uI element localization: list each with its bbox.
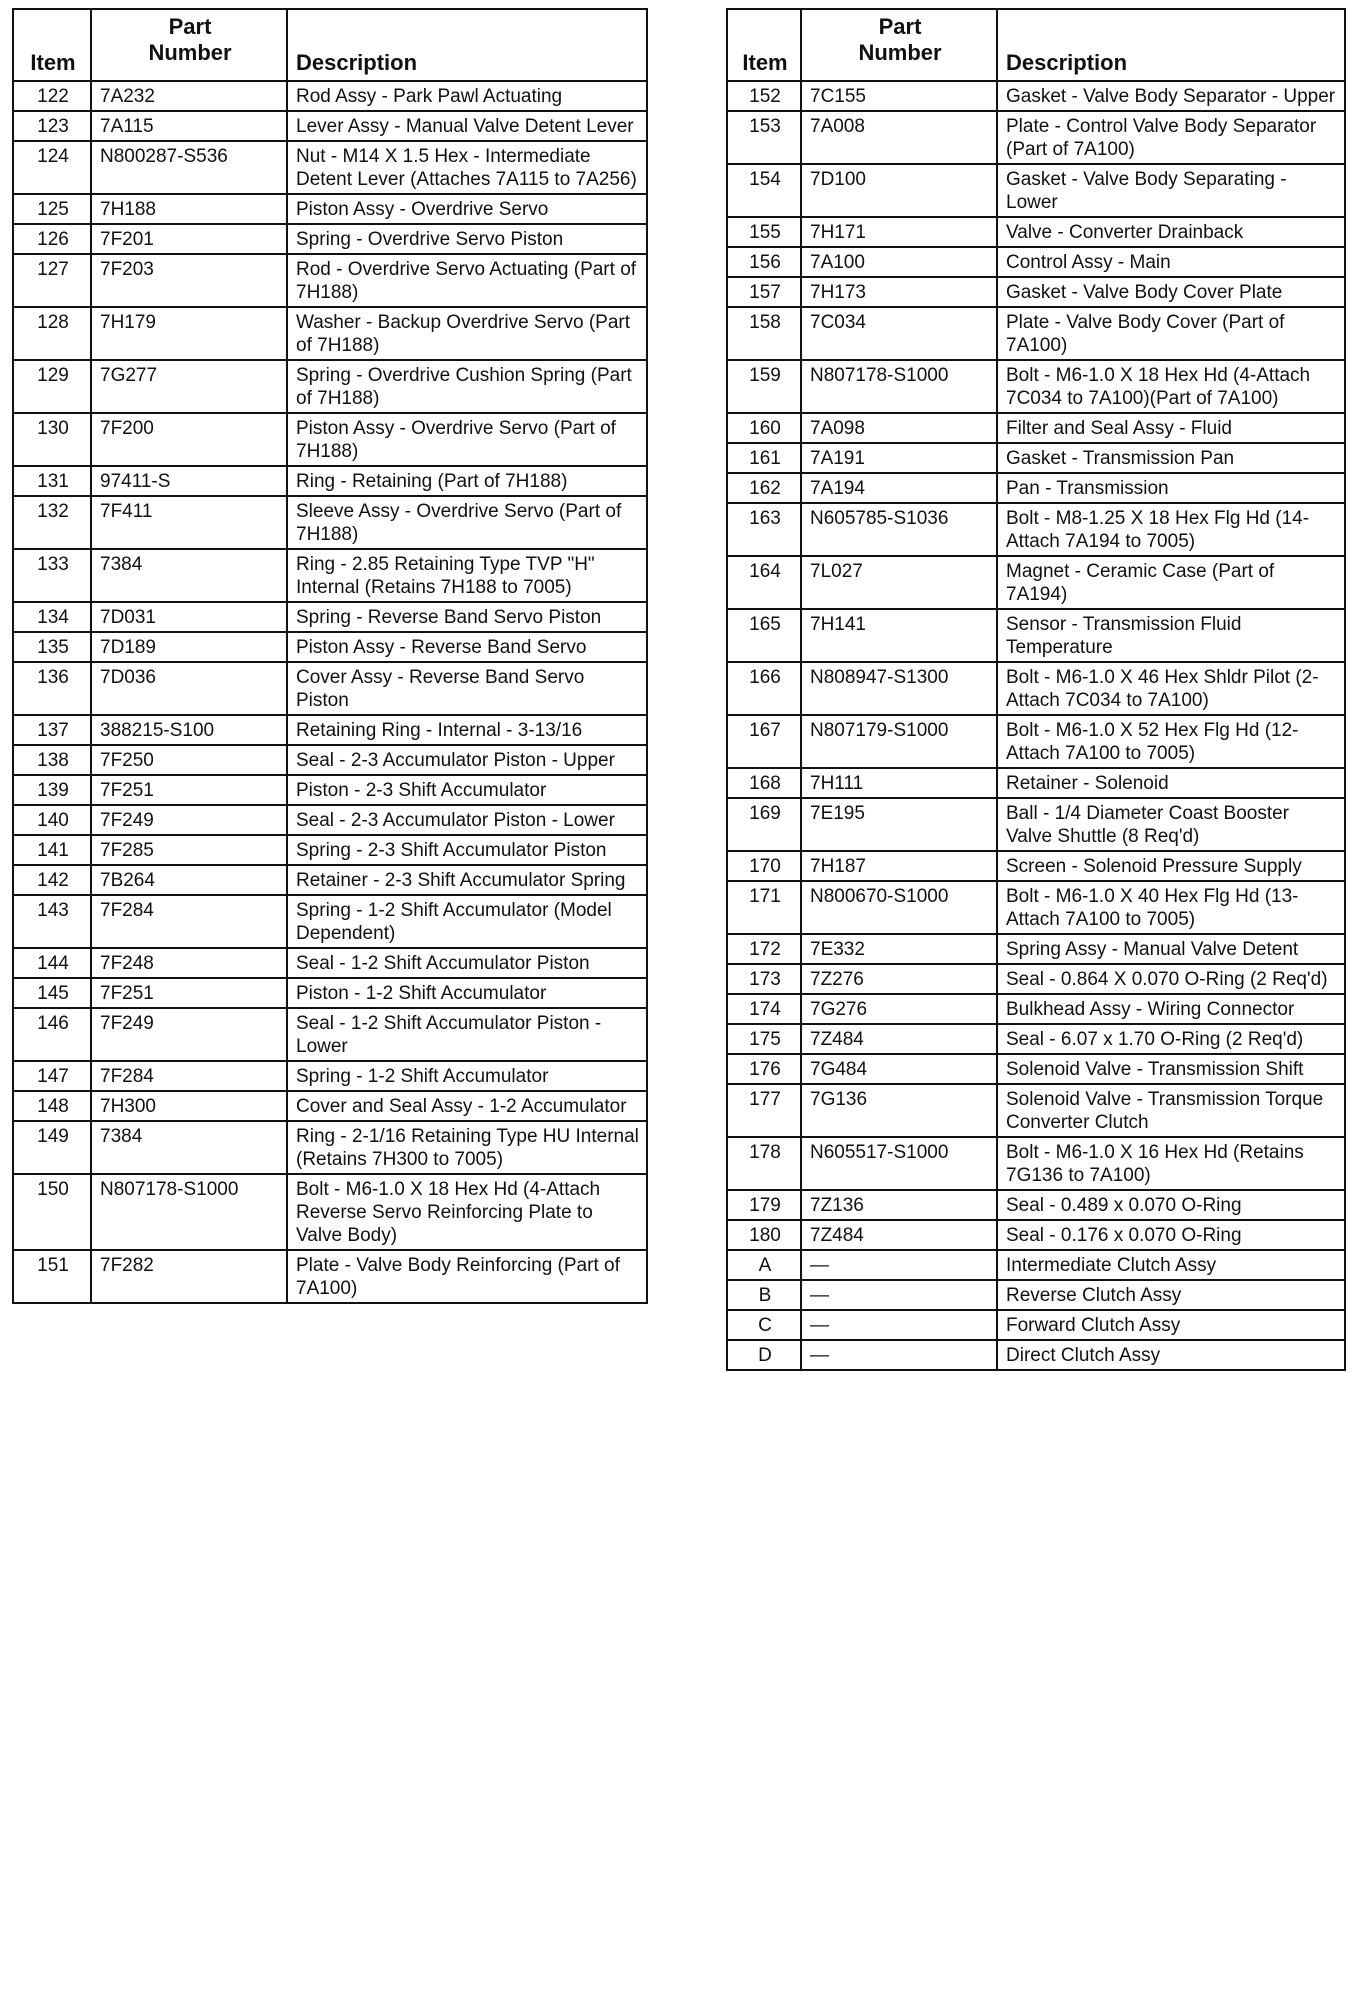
item-cell: 138 bbox=[13, 745, 91, 775]
part-number-cell: 7G277 bbox=[91, 360, 287, 413]
description-cell: Ring - 2-1/16 Retaining Type HU Internal (Retains 7H300 to 7005) bbox=[287, 1121, 647, 1174]
part-number-cell: 7H141 bbox=[801, 609, 997, 662]
part-number-cell: 7A098 bbox=[801, 413, 997, 443]
part-number-cell: 7A194 bbox=[801, 473, 997, 503]
table-row bbox=[727, 1250, 1345, 1280]
item-cell: 175 bbox=[727, 1024, 801, 1054]
part-number-cell: 7A008 bbox=[801, 111, 997, 164]
description-cell: Piston Assy - Overdrive Servo bbox=[287, 194, 647, 224]
part-number-cell: — bbox=[801, 1310, 997, 1340]
part-number-cell: 7F203 bbox=[91, 254, 287, 307]
item-cell: 141 bbox=[13, 835, 91, 865]
item-cell: 142 bbox=[13, 865, 91, 895]
item-cell: 146 bbox=[13, 1008, 91, 1061]
part-number-cell: 7A232 bbox=[91, 81, 287, 111]
item-cell: 139 bbox=[13, 775, 91, 805]
part-number-cell: 7G136 bbox=[801, 1084, 997, 1137]
part-number-cell: 7A191 bbox=[801, 443, 997, 473]
item-cell: 158 bbox=[727, 307, 801, 360]
item-cell: 160 bbox=[727, 413, 801, 443]
item-cell: 168 bbox=[727, 768, 801, 798]
part-number-cell: 7F201 bbox=[91, 224, 287, 254]
item-cell: 147 bbox=[13, 1061, 91, 1091]
item-cell: 128 bbox=[13, 307, 91, 360]
item-cell: 129 bbox=[13, 360, 91, 413]
table-row bbox=[727, 609, 1345, 662]
description-cell: Rod Assy - Park Pawl Actuating bbox=[287, 81, 647, 111]
table-row bbox=[13, 1091, 647, 1121]
description-cell: Retainer - 2-3 Shift Accumulator Spring bbox=[287, 865, 647, 895]
description-cell: Spring - Overdrive Servo Piston bbox=[287, 224, 647, 254]
table-row bbox=[727, 443, 1345, 473]
part-number-cell: 7Z276 bbox=[801, 964, 997, 994]
table-row bbox=[13, 224, 647, 254]
part-number-cell: — bbox=[801, 1250, 997, 1280]
part-number-cell: 7F285 bbox=[91, 835, 287, 865]
description-cell: Nut - M14 X 1.5 Hex - Intermediate Detent Lever (Attaches 7A115 to 7A256) bbox=[287, 141, 647, 194]
parts-body-left bbox=[13, 81, 647, 1303]
description-cell: Cover and Seal Assy - 1-2 Accumulator bbox=[287, 1091, 647, 1121]
item-cell: D bbox=[727, 1340, 801, 1370]
header-row bbox=[727, 9, 1345, 81]
description-cell: Direct Clutch Assy bbox=[997, 1340, 1345, 1370]
item-cell: 179 bbox=[727, 1190, 801, 1220]
header-description: Description bbox=[287, 9, 647, 81]
description-cell: Bolt - M6-1.0 X 46 Hex Shldr Pilot (2-Attach 7C034 to 7A100) bbox=[997, 662, 1345, 715]
part-number-cell: 7D189 bbox=[91, 632, 287, 662]
description-cell: Sensor - Transmission Fluid Temperature bbox=[997, 609, 1345, 662]
item-cell: A bbox=[727, 1250, 801, 1280]
item-cell: 176 bbox=[727, 1054, 801, 1084]
description-cell: Piston - 1-2 Shift Accumulator bbox=[287, 978, 647, 1008]
description-cell: Magnet - Ceramic Case (Part of 7A194) bbox=[997, 556, 1345, 609]
table-row bbox=[13, 81, 647, 111]
table-row bbox=[727, 217, 1345, 247]
part-number-cell: 7Z484 bbox=[801, 1024, 997, 1054]
table-row bbox=[727, 360, 1345, 413]
description-cell: Seal - 2-3 Accumulator Piston - Upper bbox=[287, 745, 647, 775]
description-cell: Washer - Backup Overdrive Servo (Part of 7H188) bbox=[287, 307, 647, 360]
item-cell: 140 bbox=[13, 805, 91, 835]
part-number-cell: 7H188 bbox=[91, 194, 287, 224]
description-cell: Solenoid Valve - Transmission Torque Converter Clutch bbox=[997, 1084, 1345, 1137]
item-cell: 167 bbox=[727, 715, 801, 768]
item-cell: 132 bbox=[13, 496, 91, 549]
header-item: Item bbox=[13, 9, 91, 81]
table-row bbox=[727, 1190, 1345, 1220]
item-cell: 163 bbox=[727, 503, 801, 556]
table-row bbox=[727, 1340, 1345, 1370]
table-row bbox=[13, 948, 647, 978]
table-row bbox=[13, 141, 647, 194]
part-number-cell: 7A115 bbox=[91, 111, 287, 141]
table-row bbox=[727, 1137, 1345, 1190]
description-cell: Retaining Ring - Internal - 3-13/16 bbox=[287, 715, 647, 745]
part-number-cell: N800287-S536 bbox=[91, 141, 287, 194]
description-cell: Spring - Overdrive Cushion Spring (Part of 7H188) bbox=[287, 360, 647, 413]
table-row bbox=[13, 632, 647, 662]
table-row bbox=[13, 662, 647, 715]
description-cell: Control Assy - Main bbox=[997, 247, 1345, 277]
part-number-cell: 7D031 bbox=[91, 602, 287, 632]
table-row bbox=[727, 473, 1345, 503]
item-cell: 130 bbox=[13, 413, 91, 466]
item-cell: 174 bbox=[727, 994, 801, 1024]
item-cell: 171 bbox=[727, 881, 801, 934]
part-number-cell: 7F282 bbox=[91, 1250, 287, 1303]
part-number-cell: 7F284 bbox=[91, 895, 287, 948]
table-row bbox=[727, 934, 1345, 964]
description-cell: Sleeve Assy - Overdrive Servo (Part of 7H188) bbox=[287, 496, 647, 549]
description-cell: Spring - 1-2 Shift Accumulator bbox=[287, 1061, 647, 1091]
table-row bbox=[13, 978, 647, 1008]
item-cell: 133 bbox=[13, 549, 91, 602]
part-number-cell: — bbox=[801, 1280, 997, 1310]
part-number-cell: 7384 bbox=[91, 549, 287, 602]
description-cell: Spring - 1-2 Shift Accumulator (Model Dependent) bbox=[287, 895, 647, 948]
part-number-cell: 7F248 bbox=[91, 948, 287, 978]
item-cell: 150 bbox=[13, 1174, 91, 1250]
table-row bbox=[727, 277, 1345, 307]
description-cell: Seal - 1-2 Shift Accumulator Piston bbox=[287, 948, 647, 978]
part-number-cell: N800670-S1000 bbox=[801, 881, 997, 934]
item-cell: 157 bbox=[727, 277, 801, 307]
table-row bbox=[13, 496, 647, 549]
item-cell: 170 bbox=[727, 851, 801, 881]
table-row bbox=[727, 1084, 1345, 1137]
table-row bbox=[13, 865, 647, 895]
table-row bbox=[13, 1008, 647, 1061]
table-row bbox=[13, 413, 647, 466]
header-part-line2: Number bbox=[858, 40, 942, 65]
table-row bbox=[13, 254, 647, 307]
part-number-cell: 7G484 bbox=[801, 1054, 997, 1084]
table-row bbox=[727, 1280, 1345, 1310]
description-cell: Piston Assy - Reverse Band Servo bbox=[287, 632, 647, 662]
item-cell: 178 bbox=[727, 1137, 801, 1190]
description-cell: Forward Clutch Assy bbox=[997, 1310, 1345, 1340]
table-row bbox=[727, 1220, 1345, 1250]
table-row bbox=[727, 503, 1345, 556]
part-number-cell: 7B264 bbox=[91, 865, 287, 895]
header-part-line1: Part bbox=[168, 14, 212, 39]
part-number-cell: 7H171 bbox=[801, 217, 997, 247]
item-cell: 151 bbox=[13, 1250, 91, 1303]
item-cell: 164 bbox=[727, 556, 801, 609]
part-number-cell: 388215-S100 bbox=[91, 715, 287, 745]
table-row bbox=[13, 307, 647, 360]
part-number-cell: 7D036 bbox=[91, 662, 287, 715]
item-cell: 177 bbox=[727, 1084, 801, 1137]
part-number-cell: 7H187 bbox=[801, 851, 997, 881]
description-cell: Intermediate Clutch Assy bbox=[997, 1250, 1345, 1280]
item-cell: 136 bbox=[13, 662, 91, 715]
table-row bbox=[13, 715, 647, 745]
part-number-cell: 7D100 bbox=[801, 164, 997, 217]
item-cell: 122 bbox=[13, 81, 91, 111]
description-cell: Plate - Control Valve Body Separator (Part of 7A100) bbox=[997, 111, 1345, 164]
description-cell: Seal - 1-2 Shift Accumulator Piston - Lower bbox=[287, 1008, 647, 1061]
part-number-cell: 7H111 bbox=[801, 768, 997, 798]
item-cell: 143 bbox=[13, 895, 91, 948]
part-number-cell: N605517-S1000 bbox=[801, 1137, 997, 1190]
table-row bbox=[727, 164, 1345, 217]
part-number-cell: 7H173 bbox=[801, 277, 997, 307]
description-cell: Bolt - M6-1.0 X 52 Hex Flg Hd (12-Attach 7A100 to 7005) bbox=[997, 715, 1345, 768]
part-number-cell: N807178-S1000 bbox=[801, 360, 997, 413]
item-cell: 131 bbox=[13, 466, 91, 496]
item-cell: 125 bbox=[13, 194, 91, 224]
item-cell: 134 bbox=[13, 602, 91, 632]
part-number-cell: 97411-S bbox=[91, 466, 287, 496]
item-cell: 126 bbox=[13, 224, 91, 254]
description-cell: Retainer - Solenoid bbox=[997, 768, 1345, 798]
description-cell: Valve - Converter Drainback bbox=[997, 217, 1345, 247]
item-cell: 156 bbox=[727, 247, 801, 277]
part-number-cell: 7384 bbox=[91, 1121, 287, 1174]
table-row bbox=[727, 964, 1345, 994]
description-cell: Filter and Seal Assy - Fluid bbox=[997, 413, 1345, 443]
item-cell: 169 bbox=[727, 798, 801, 851]
item-cell: 172 bbox=[727, 934, 801, 964]
description-cell: Bolt - M6-1.0 X 18 Hex Hd (4-Attach 7C034 to 7A100)(Part of 7A100) bbox=[997, 360, 1345, 413]
description-cell: Gasket - Valve Body Separator - Upper bbox=[997, 81, 1345, 111]
header-part-number bbox=[91, 9, 287, 81]
part-number-cell: 7E332 bbox=[801, 934, 997, 964]
table-row bbox=[13, 805, 647, 835]
part-number-cell: 7Z136 bbox=[801, 1190, 997, 1220]
part-number-cell: 7L027 bbox=[801, 556, 997, 609]
description-cell: Spring - 2-3 Shift Accumulator Piston bbox=[287, 835, 647, 865]
description-cell: Lever Assy - Manual Valve Detent Lever bbox=[287, 111, 647, 141]
part-number-cell: N807179-S1000 bbox=[801, 715, 997, 768]
description-cell: Plate - Valve Body Reinforcing (Part of 7A100) bbox=[287, 1250, 647, 1303]
description-cell: Gasket - Valve Body Separating - Lower bbox=[997, 164, 1345, 217]
part-number-cell: 7F200 bbox=[91, 413, 287, 466]
table-row bbox=[13, 111, 647, 141]
item-cell: 149 bbox=[13, 1121, 91, 1174]
header-row bbox=[13, 9, 647, 81]
table-row bbox=[13, 194, 647, 224]
item-cell: 148 bbox=[13, 1091, 91, 1121]
item-cell: 137 bbox=[13, 715, 91, 745]
table-row bbox=[13, 549, 647, 602]
description-cell: Gasket - Transmission Pan bbox=[997, 443, 1345, 473]
description-cell: Seal - 0.489 x 0.070 O-Ring bbox=[997, 1190, 1345, 1220]
table-row bbox=[13, 1121, 647, 1174]
header-part-line2: Number bbox=[148, 40, 232, 65]
description-cell: Solenoid Valve - Transmission Shift bbox=[997, 1054, 1345, 1084]
description-cell: Rod - Overdrive Servo Actuating (Part of 7H188) bbox=[287, 254, 647, 307]
description-cell: Cover Assy - Reverse Band Servo Piston bbox=[287, 662, 647, 715]
description-cell: Seal - 0.176 x 0.070 O-Ring bbox=[997, 1220, 1345, 1250]
description-cell: Gasket - Valve Body Cover Plate bbox=[997, 277, 1345, 307]
item-cell: 165 bbox=[727, 609, 801, 662]
table-row bbox=[727, 1310, 1345, 1340]
item-cell: 153 bbox=[727, 111, 801, 164]
table-row bbox=[727, 798, 1345, 851]
part-number-cell: 7G276 bbox=[801, 994, 997, 1024]
table-row bbox=[727, 851, 1345, 881]
table-row bbox=[727, 111, 1345, 164]
part-number-cell: N605785-S1036 bbox=[801, 503, 997, 556]
description-cell: Bolt - M6-1.0 X 18 Hex Hd (4-Attach Reverse Servo Reinforcing Plate to Valve Body) bbox=[287, 1174, 647, 1250]
table-row bbox=[13, 1061, 647, 1091]
item-cell: 152 bbox=[727, 81, 801, 111]
description-cell: Ring - Retaining (Part of 7H188) bbox=[287, 466, 647, 496]
table-row bbox=[13, 745, 647, 775]
header-part-number bbox=[801, 9, 997, 81]
item-cell: 159 bbox=[727, 360, 801, 413]
part-number-cell: 7F251 bbox=[91, 978, 287, 1008]
description-cell: Screen - Solenoid Pressure Supply bbox=[997, 851, 1345, 881]
table-row bbox=[727, 662, 1345, 715]
header-description: Description bbox=[997, 9, 1345, 81]
item-cell: 166 bbox=[727, 662, 801, 715]
description-cell: Pan - Transmission bbox=[997, 473, 1345, 503]
table-row bbox=[727, 307, 1345, 360]
table-row bbox=[13, 895, 647, 948]
part-number-cell: 7F284 bbox=[91, 1061, 287, 1091]
table-row bbox=[727, 1024, 1345, 1054]
description-cell: Plate - Valve Body Cover (Part of 7A100) bbox=[997, 307, 1345, 360]
header-part-line1: Part bbox=[878, 14, 922, 39]
item-cell: 145 bbox=[13, 978, 91, 1008]
description-cell: Bolt - M8-1.25 X 18 Hex Flg Hd (14-Attach 7A194 to 7005) bbox=[997, 503, 1345, 556]
description-cell: Reverse Clutch Assy bbox=[997, 1280, 1345, 1310]
table-row bbox=[13, 360, 647, 413]
table-row bbox=[13, 602, 647, 632]
item-cell: 173 bbox=[727, 964, 801, 994]
part-number-cell: 7Z484 bbox=[801, 1220, 997, 1250]
table-row bbox=[13, 775, 647, 805]
table-row bbox=[13, 1174, 647, 1250]
description-cell: Seal - 0.864 X 0.070 O-Ring (2 Req'd) bbox=[997, 964, 1345, 994]
table-row bbox=[727, 1054, 1345, 1084]
description-cell: Seal - 2-3 Accumulator Piston - Lower bbox=[287, 805, 647, 835]
part-number-cell: 7H300 bbox=[91, 1091, 287, 1121]
parts-table-left bbox=[12, 8, 648, 1304]
part-number-cell: 7F249 bbox=[91, 1008, 287, 1061]
description-cell: Bulkhead Assy - Wiring Connector bbox=[997, 994, 1345, 1024]
description-cell: Bolt - M6-1.0 X 40 Hex Flg Hd (13-Attach 7A100 to 7005) bbox=[997, 881, 1345, 934]
item-cell: 180 bbox=[727, 1220, 801, 1250]
part-number-cell: 7A100 bbox=[801, 247, 997, 277]
description-cell: Bolt - M6-1.0 X 16 Hex Hd (Retains 7G136 to 7A100) bbox=[997, 1137, 1345, 1190]
parts-table-right bbox=[726, 8, 1346, 1371]
part-number-cell: 7F249 bbox=[91, 805, 287, 835]
table-row bbox=[13, 835, 647, 865]
table-row bbox=[727, 768, 1345, 798]
item-cell: 155 bbox=[727, 217, 801, 247]
description-cell: Piston - 2-3 Shift Accumulator bbox=[287, 775, 647, 805]
item-cell: B bbox=[727, 1280, 801, 1310]
table-row bbox=[727, 413, 1345, 443]
table-row bbox=[13, 1250, 647, 1303]
description-cell: Ball - 1/4 Diameter Coast Booster Valve Shuttle (8 Req'd) bbox=[997, 798, 1345, 851]
part-number-cell: 7C155 bbox=[801, 81, 997, 111]
part-number-cell: N807178-S1000 bbox=[91, 1174, 287, 1250]
description-cell: Spring - Reverse Band Servo Piston bbox=[287, 602, 647, 632]
table-row bbox=[727, 715, 1345, 768]
table-row bbox=[727, 881, 1345, 934]
part-number-cell: 7F411 bbox=[91, 496, 287, 549]
part-number-cell: N808947-S1300 bbox=[801, 662, 997, 715]
item-cell: 161 bbox=[727, 443, 801, 473]
header-item: Item bbox=[727, 9, 801, 81]
item-cell: 162 bbox=[727, 473, 801, 503]
part-number-cell: 7C034 bbox=[801, 307, 997, 360]
description-cell: Spring Assy - Manual Valve Detent bbox=[997, 934, 1345, 964]
part-number-cell: — bbox=[801, 1340, 997, 1370]
item-cell: 154 bbox=[727, 164, 801, 217]
item-cell: 124 bbox=[13, 141, 91, 194]
parts-body-right bbox=[727, 81, 1345, 1370]
item-cell: 144 bbox=[13, 948, 91, 978]
table-row bbox=[727, 994, 1345, 1024]
part-number-cell: 7F250 bbox=[91, 745, 287, 775]
item-cell: 135 bbox=[13, 632, 91, 662]
part-number-cell: 7F251 bbox=[91, 775, 287, 805]
part-number-cell: 7E195 bbox=[801, 798, 997, 851]
description-cell: Seal - 6.07 x 1.70 O-Ring (2 Req'd) bbox=[997, 1024, 1345, 1054]
table-row bbox=[13, 466, 647, 496]
item-cell: C bbox=[727, 1310, 801, 1340]
table-row bbox=[727, 247, 1345, 277]
item-cell: 123 bbox=[13, 111, 91, 141]
table-row bbox=[727, 81, 1345, 111]
description-cell: Ring - 2.85 Retaining Type TVP "H" Internal (Retains 7H188 to 7005) bbox=[287, 549, 647, 602]
description-cell: Piston Assy - Overdrive Servo (Part of 7H188) bbox=[287, 413, 647, 466]
table-row bbox=[727, 556, 1345, 609]
part-number-cell: 7H179 bbox=[91, 307, 287, 360]
item-cell: 127 bbox=[13, 254, 91, 307]
